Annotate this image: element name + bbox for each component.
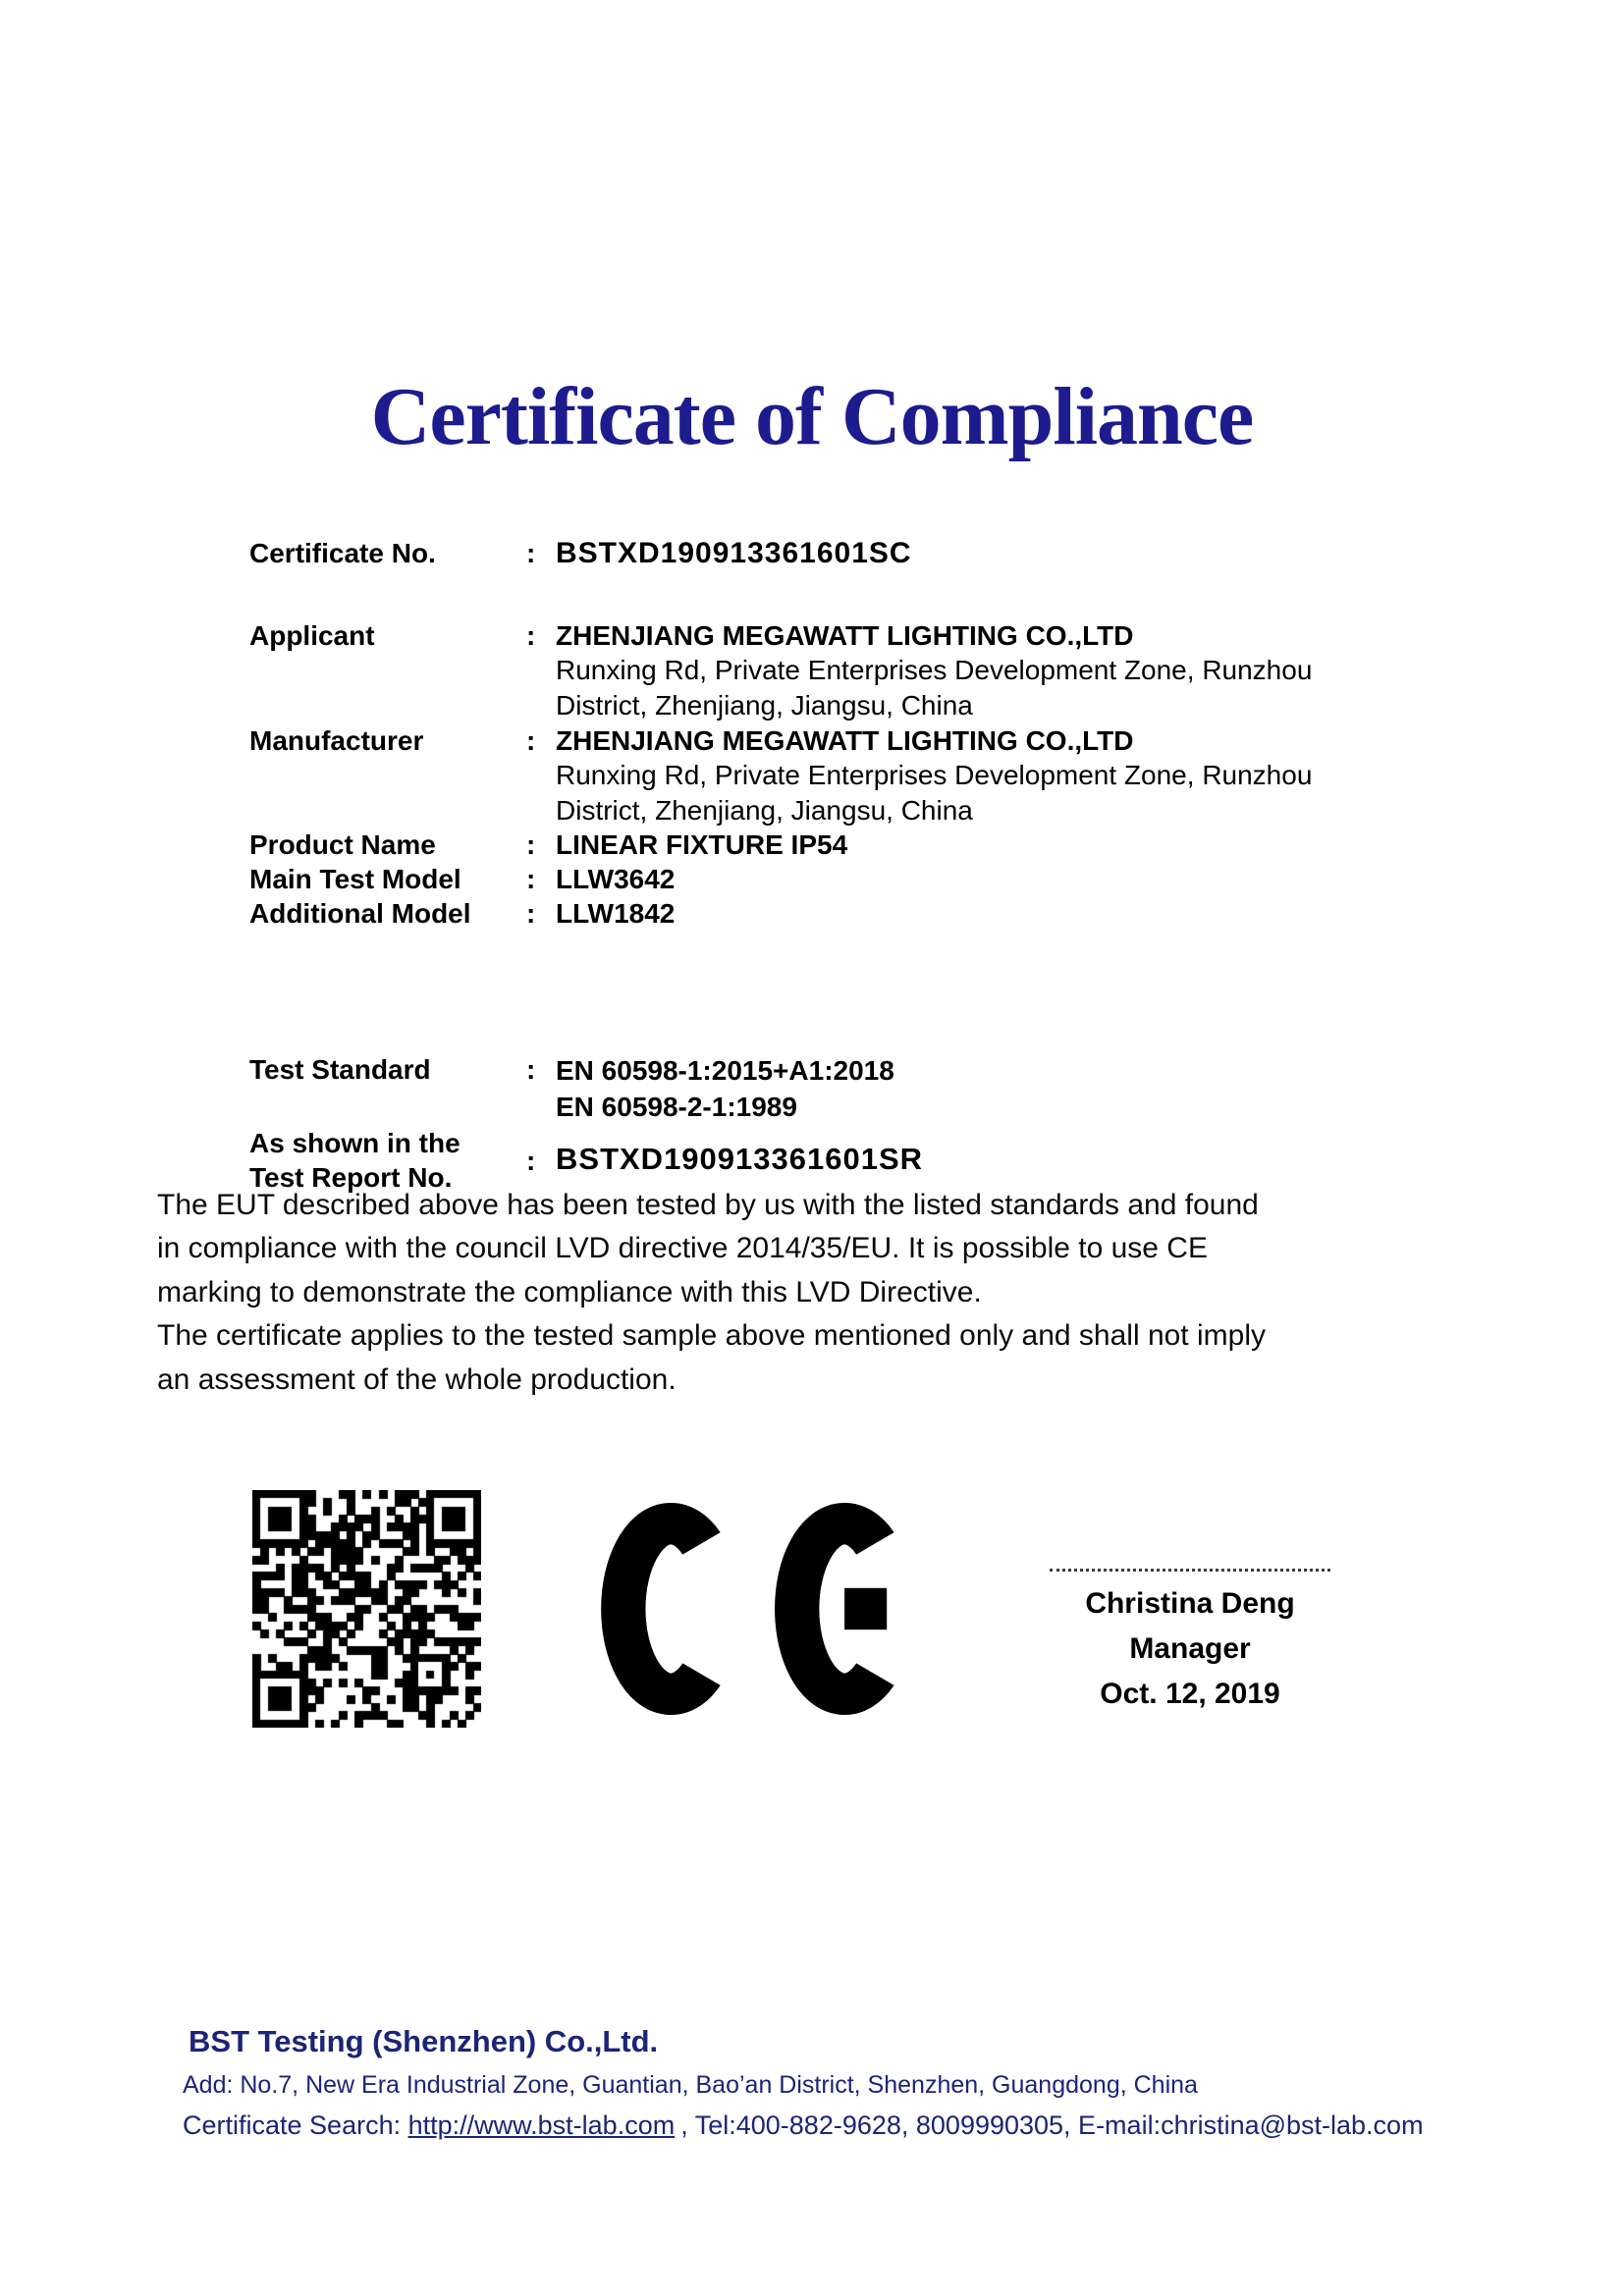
statement-line: marking to demonstrate the compliance with this LVD Directive. — [157, 1275, 982, 1308]
field-value: LINEAR FIXTURE IP54 — [556, 829, 848, 860]
statement-line: an assessment of the whole production. — [157, 1362, 677, 1396]
colon: : — [526, 1054, 536, 1085]
report-label-line1: As shown in the — [249, 1128, 460, 1158]
page-title: Certificate of Compliance — [370, 371, 1254, 462]
colon: : — [526, 829, 536, 860]
signer-name: Christina Deng — [1085, 1587, 1295, 1620]
ce-mark-icon — [601, 1502, 897, 1716]
field-product-name — [249, 828, 847, 862]
field-value: LLW1842 — [556, 898, 676, 929]
manufacturer-address-line1: Runxing Rd, Private Enterprises Development Zone, Runzhou — [556, 760, 1313, 790]
statement-paragraph — [157, 1184, 1492, 1402]
statement-line: in compliance with the council LVD directive 2014/35/EU. It is possible to use CE — [157, 1232, 1208, 1265]
field-label: Manufacturer — [249, 725, 424, 756]
colon: : — [526, 538, 536, 568]
manufacturer-address-line2: District, Zhenjiang, Jiangsu, China — [556, 794, 973, 826]
colon: : — [526, 725, 536, 756]
field-value: LLW3642 — [556, 864, 676, 894]
statement-line: The EUT described above has been tested by us with the listed standards and found — [157, 1189, 1259, 1221]
qr-code — [252, 1490, 481, 1728]
field-certificate-no — [249, 536, 912, 570]
certificate-search-label: Certificate Search: — [183, 2110, 402, 2140]
colon: : — [526, 864, 536, 894]
field-additional-model — [249, 896, 675, 931]
field-label: Applicant — [249, 620, 375, 651]
signature-date: Oct. 12, 2019 — [1100, 1678, 1280, 1710]
signer-title: Manager — [1129, 1632, 1251, 1665]
signature-dotted-line — [1050, 1569, 1330, 1572]
signature-block — [1011, 1569, 1369, 1717]
field-value: BSTXD190913361601SR — [556, 1142, 924, 1176]
test-standard-line1: EN 60598-1:2015+A1:2018 — [556, 1055, 894, 1086]
applicant-address-line2: District, Zhenjiang, Jiangsu, China — [556, 689, 973, 721]
footer-address: Add: No.7, New Era Industrial Zone, Guantian, Bao’an District, Shenzhen, Guangdong, China — [183, 2071, 1198, 2099]
field-test-standard — [249, 1052, 894, 1125]
footer-contact-line — [183, 2110, 1424, 2141]
field-applicant — [249, 618, 1312, 722]
applicant-name: ZHENJIANG MEGAWATT LIGHTING CO.,LTD — [556, 620, 1134, 651]
colon: : — [526, 620, 536, 651]
footer-company-name: BST Testing (Shenzhen) Co.,Ltd. — [189, 2024, 659, 2058]
field-label: Certificate No. — [249, 538, 436, 568]
field-label: Additional Model — [249, 898, 471, 929]
report-label-line2: Test Report No. — [249, 1162, 453, 1193]
statement-line: The certificate applies to the tested sample above mentioned only and shall not imply — [157, 1319, 1266, 1353]
field-value: BSTXD190913361601SC — [556, 537, 912, 569]
colon: : — [526, 1146, 536, 1176]
field-main-test-model — [249, 862, 675, 896]
applicant-address-line1: Runxing Rd, Private Enterprises Development Zone, Runzhou — [556, 655, 1313, 685]
field-label: Main Test Model — [249, 864, 461, 894]
manufacturer-name: ZHENJIANG MEGAWATT LIGHTING CO.,LTD — [556, 725, 1134, 756]
test-standard-line2: EN 60598-2-1:1989 — [556, 1092, 797, 1122]
colon: : — [526, 898, 536, 929]
field-manufacturer — [249, 723, 1312, 828]
field-label: Product Name — [249, 829, 436, 860]
certificate-search-link[interactable]: http://www.bst-lab.com — [407, 2110, 676, 2140]
footer-contact-rest: , Tel:400-882-9628, 8009990305, E-mail:christina@bst-lab.com — [680, 2110, 1424, 2140]
field-label: Test Standard — [249, 1054, 431, 1085]
